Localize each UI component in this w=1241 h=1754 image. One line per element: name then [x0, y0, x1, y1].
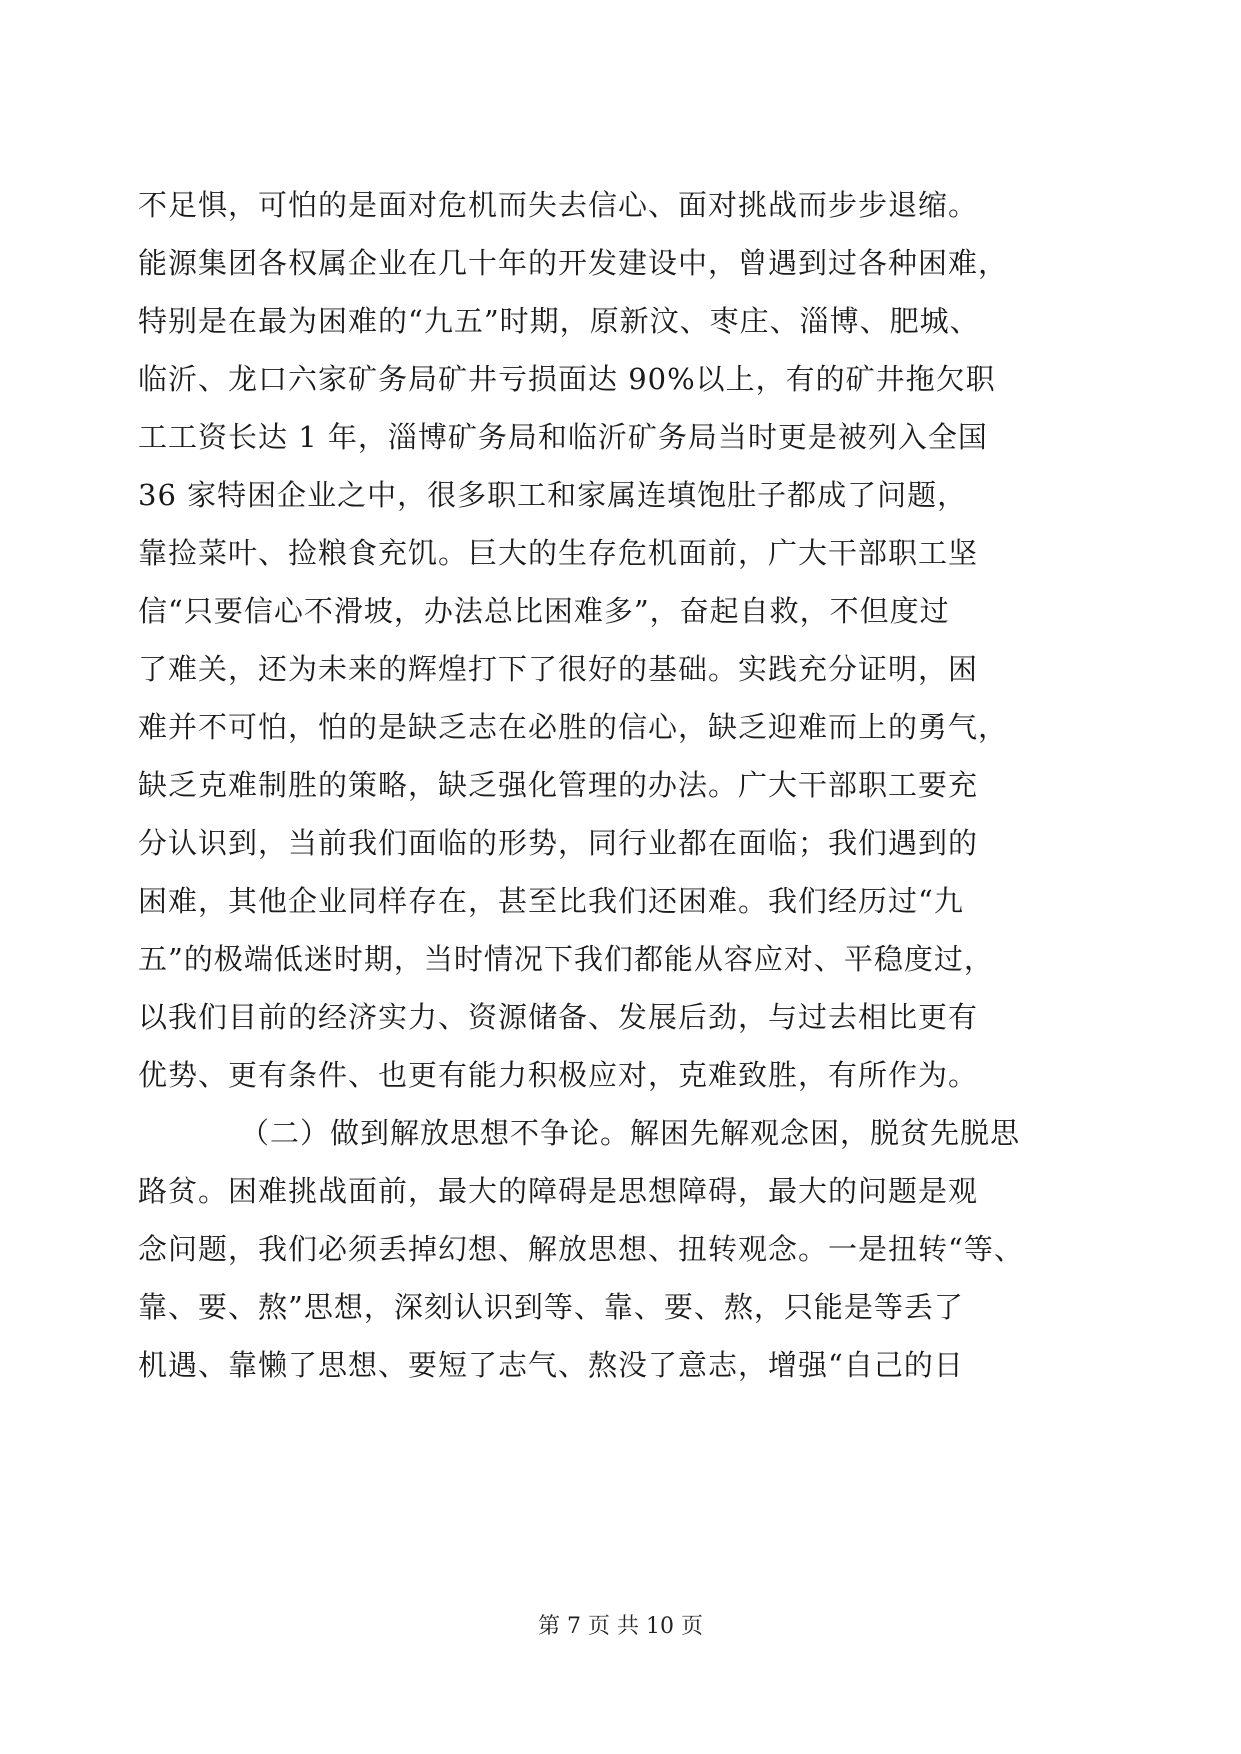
text-line: 优势、更有条件、也更有能力积极应对，克难致胜，有所作为。: [138, 1058, 979, 1092]
text-line: 不足惧，可怕的是面对危机而失去信心、面对挑战而步步退缩。: [138, 188, 979, 222]
text-line: 信“只要信心不滑坡，办法总比困难多”，奋起自救，不但度过: [138, 594, 950, 628]
text-line: 困难，其他企业同样存在，甚至比我们还困难。我们经历过“九: [138, 884, 964, 918]
page-number-footer: 第 7 页 共 10 页: [538, 1614, 703, 1639]
text-line: 靠、要、熬”思想，深刻认识到等、靠、要、熬，只能是等丢了: [138, 1290, 964, 1324]
text-line: 靠捡菜叶、捡粮食充饥。巨大的生存危机面前，广大干部职工坚: [138, 536, 979, 570]
text-line: 机遇、靠懒了思想、要短了志气、熬没了意志，增强“自己的日: [138, 1348, 964, 1382]
text-line: 能源集团各权属企业在几十年的开发建设中，曾遇到过各种困难，: [138, 246, 1009, 280]
text-line: 分认识到，当前我们面临的形势，同行业都在面临；我们遇到的: [138, 826, 979, 860]
text-line: 36 家特困企业之中，很多职工和家属连填饱肚子都成了问题，: [138, 478, 968, 512]
text-line: 特别是在最为困难的“九五”时期，原新汶、枣庄、淄博、肥城、: [138, 304, 980, 338]
text-line: 念问题，我们必须丢掉幻想、解放思想、扭转观念。一是扭转“等、: [138, 1232, 1024, 1266]
text-line: 难并不可怕，怕的是缺乏志在必胜的信心，缺乏迎难而上的勇气，: [138, 710, 1009, 744]
text-line: 以我们目前的经济实力、资源储备、发展后劲，与过去相比更有: [138, 1000, 979, 1034]
text-line: 工工资长达 1 年，淄博矿务局和临沂矿务局当时更是被列入全国: [138, 420, 988, 454]
text-line: 路贫。困难挑战面前，最大的障碍是思想障碍，最大的问题是观: [138, 1174, 979, 1208]
text-line: 临沂、龙口六家矿务局矿井亏损面达 90%以上，有的矿井拖欠职: [138, 362, 996, 396]
text-line: 五”的极端低迷时期，当时情况下我们都能从容应对、平稳度过，: [138, 942, 994, 976]
document-body: [138, 176, 1118, 1394]
text-line: 了难关，还为未来的辉煌打下了很好的基础。实践充分证明，困: [138, 652, 979, 686]
text-line: 缺乏克难制胜的策略，缺乏强化管理的办法。广大干部职工要充: [138, 768, 979, 802]
section-heading-line: （二）做到解放思想不争论。解困先解观念困，脱贫先脱思: [240, 1116, 1021, 1150]
